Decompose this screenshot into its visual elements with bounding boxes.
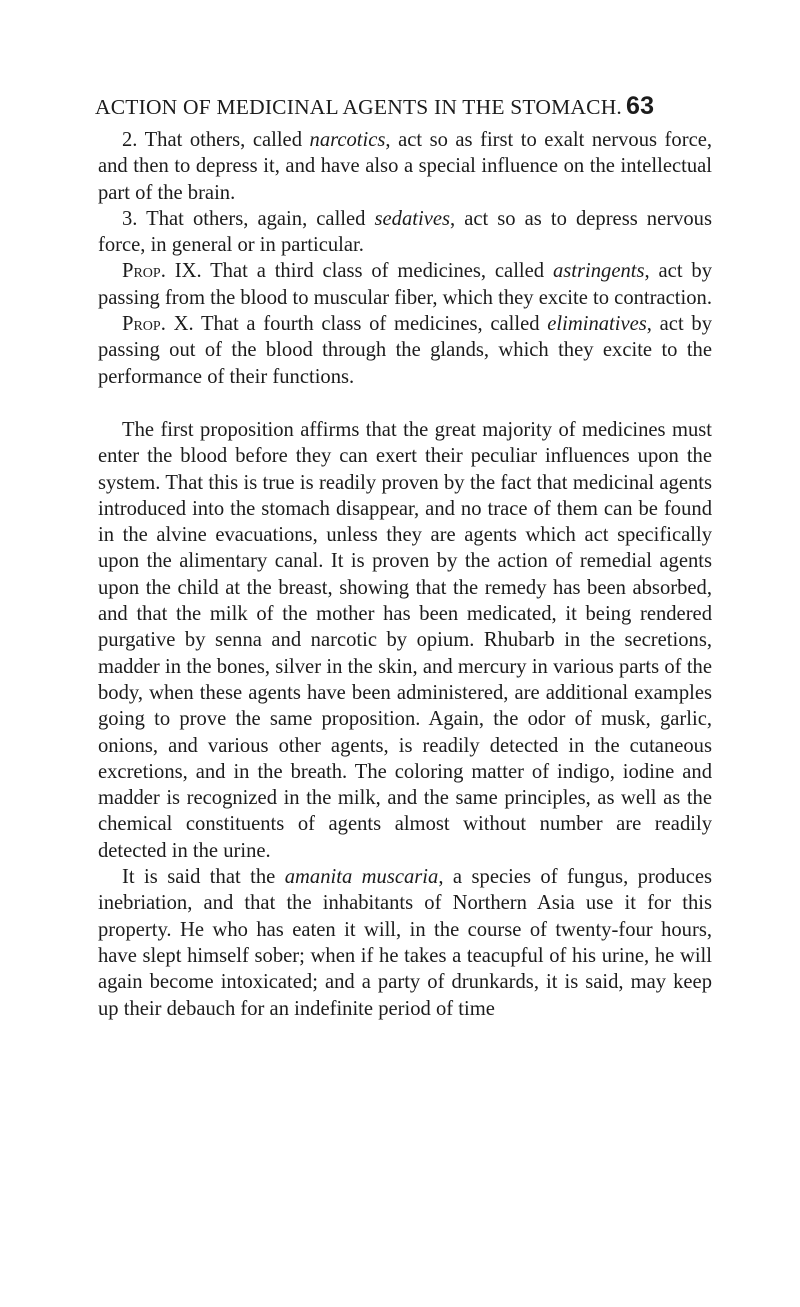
running-head: [95, 92, 715, 121]
term-sedatives: sedatives: [374, 207, 451, 230]
proposition-ix: Prop. IX. That a third class of medicines, called astringents, act by passing from the blood to muscular fiber, which they excite to contraction.: [98, 260, 713, 309]
paragraph-amanita: It is said that the amanita muscaria, a species of fungus, produces inebriation, and that the inhabitants of Northern Asia use it for this property. He who has eaten it will, in the course of twenty-four hours, have slept himself sober; when if he takes a teacupful of his urine, he will again become intoxicated; and a party of drunkards, it is said, may keep up their debauch for an indefinite period of time: [98, 866, 713, 1020]
term-astringents: astringents: [552, 260, 645, 283]
term-amanita-muscaria: amanita muscaria: [284, 866, 439, 889]
proposition-label: Prop. IX.: [122, 260, 202, 283]
proposition-label: Prop. X.: [122, 313, 194, 336]
running-head-title: ACTION OF MEDICINAL AGENTS IN THE STOMACH.: [95, 95, 622, 119]
page-body: [98, 127, 712, 1022]
section-gap: [98, 390, 712, 417]
item-sedatives: 3. That others, again, called sedatives, act so as to depress nervous force, in general or in particular.: [98, 207, 712, 257]
item-narcotics: 2. That others, called narcotics, act so as first to exalt nervous force, and then to depress it, and have also a special influence on the intellectual part of the brain.: [98, 129, 712, 204]
proposition-x: Prop. X. That a fourth class of medicines, called eliminatives, act by passing out of the blood through the glands, which they excite to the performance of their functions.: [98, 313, 712, 388]
term-narcotics: narcotics: [309, 129, 386, 151]
page-number: 63: [626, 92, 655, 120]
paragraph-first-proposition: The first proposition affirms that the great majority of medicines must enter the blood before they can exert their peculiar influences upon the system. That this is true is readily proven by the fact that medicinal agents introduced into the stomach disappear, and no trace of them can be found in the alvine evacuations, unless they are agents which act specifically upon the alimentary canal. It is proven by the action of remedial agents upon the child at the breast, showing that the remedy has been absorbed, and that the milk of the mother has been medicated, it being rendered purgative by senna and narcotic by opium. Rhubarb in the secretions, madder in the bones, silver in the skin, and mercury in various parts of the body, when these agents have been administered, are additional examples going to prove the same proposition. Again, the odor of musk, garlic, onions, and various other agents, is readily detected in the cutaneous excretions, and in the breath. The coloring matter of indigo, iodine and madder is recognized in the milk, and the same principles, as well as the chemical constituents of agents almost without number are readily detected in the urine.: [98, 418, 712, 862]
term-eliminatives: eliminatives: [547, 313, 647, 336]
